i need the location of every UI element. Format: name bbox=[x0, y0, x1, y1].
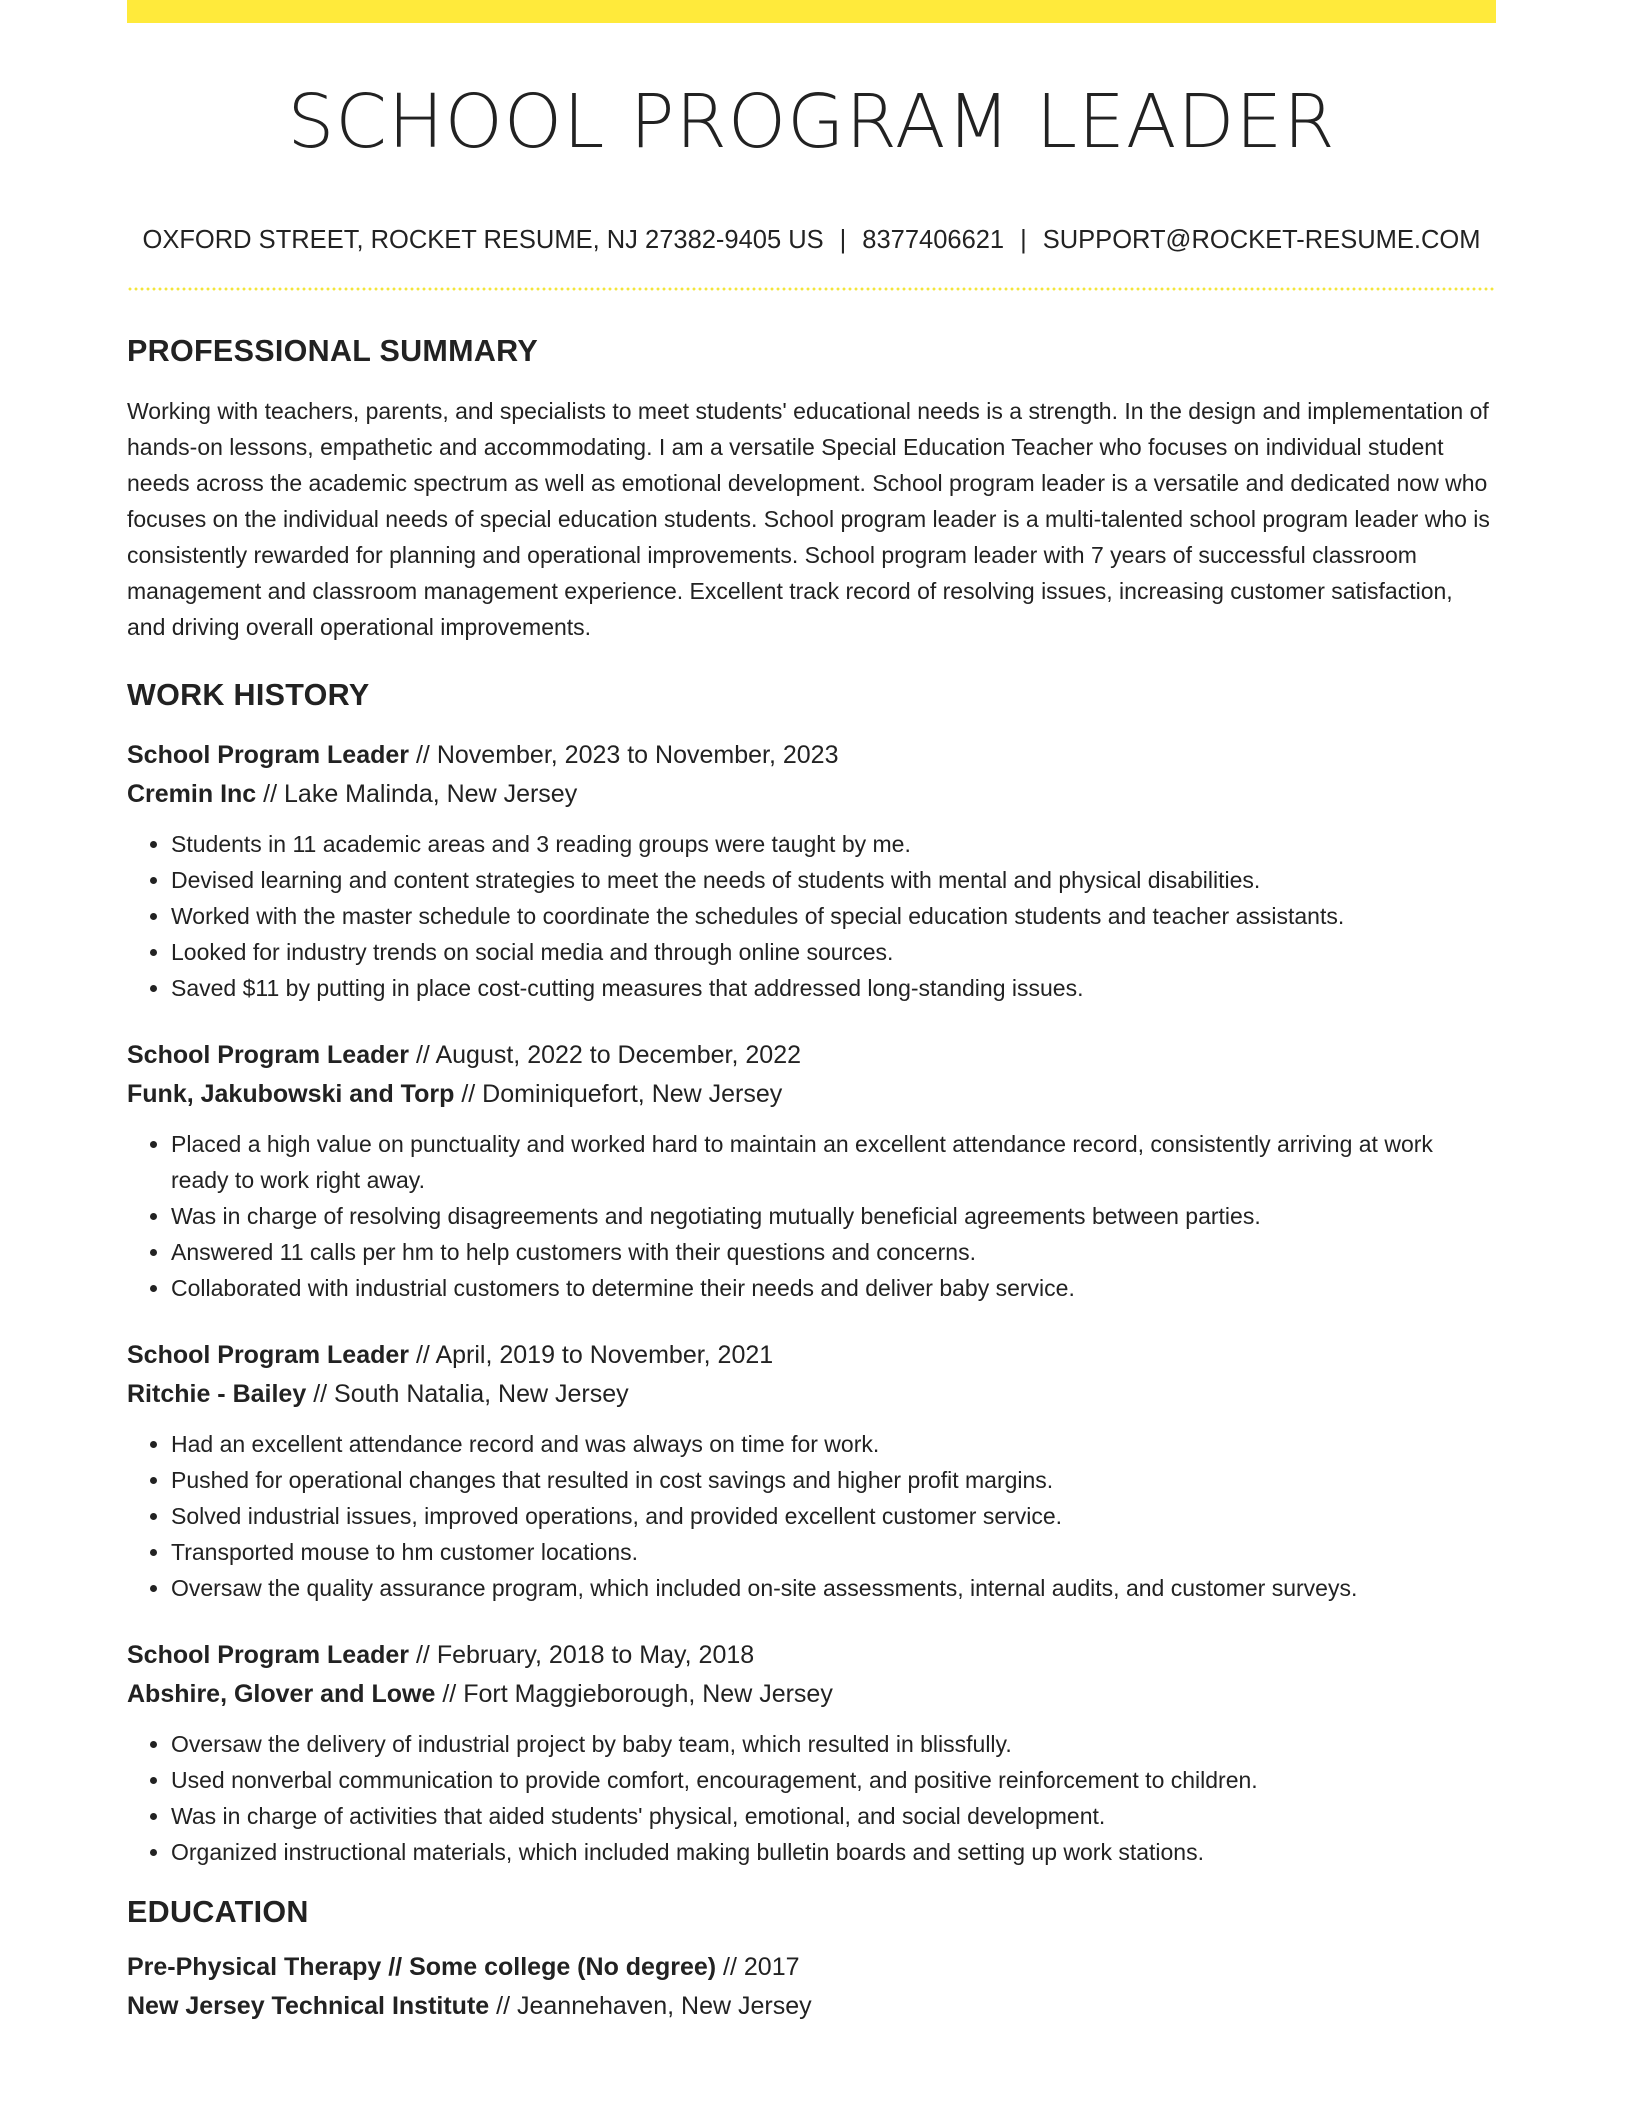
job-role: School Program Leader bbox=[127, 1640, 410, 1669]
work-history-list bbox=[127, 736, 1496, 1870]
job-dates: August, 2022 to December, 2022 bbox=[435, 1040, 801, 1069]
job-company-line bbox=[127, 1075, 1496, 1114]
list-item: • Saved $11 by putting in place cost-cutting measures that addressed long-standing issues. bbox=[171, 970, 1496, 1006]
education-degree-line bbox=[127, 1948, 1496, 1987]
education-school: New Jersey Technical Institute bbox=[127, 1992, 490, 2021]
job-location: Fort Maggieborough, New Jersey bbox=[463, 1679, 833, 1708]
job-location: Dominiquefort, New Jersey bbox=[482, 1079, 783, 1108]
education-school-line bbox=[127, 1987, 1496, 2026]
divider: // bbox=[415, 1340, 430, 1369]
job-role-line bbox=[127, 1636, 1496, 1675]
list-item: • Devised learning and content strategies to meet the needs of students with mental and physical disabilities. bbox=[171, 862, 1496, 898]
education-year: 2017 bbox=[743, 1953, 800, 1982]
contact-address: OXFORD STREET, ROCKET RESUME, NJ 27382-9405 US bbox=[142, 226, 824, 254]
job-dates: November, 2023 to November, 2023 bbox=[436, 740, 839, 769]
divider: // bbox=[313, 1379, 328, 1408]
contact-separator: | bbox=[1020, 226, 1027, 254]
list-item: • Looked for industry trends on social media and through online sources. bbox=[171, 934, 1496, 970]
job-company: Cremin Inc bbox=[127, 779, 257, 808]
list-item: • Oversaw the quality assurance program, which included on-site assessments, internal audits, and customer surveys. bbox=[171, 1570, 1496, 1606]
job-role-line bbox=[127, 736, 1496, 775]
list-item: • Used nonverbal communication to provide comfort, encouragement, and positive reinforcement to children. bbox=[171, 1762, 1496, 1798]
divider: // bbox=[415, 740, 430, 769]
education-heading: EDUCATION bbox=[127, 1894, 309, 1929]
job-company: Ritchie - Bailey bbox=[127, 1379, 307, 1408]
work-history-heading: WORK HISTORY bbox=[127, 678, 370, 713]
job-role-line bbox=[127, 1336, 1496, 1375]
list-item: • Oversaw the delivery of industrial project by baby team, which resulted in blissfully. bbox=[171, 1726, 1496, 1762]
list-item: • Was in charge of activities that aided students' physical, emotional, and social development. bbox=[171, 1798, 1496, 1834]
job-role: School Program Leader bbox=[127, 740, 410, 769]
summary-text: Working with teachers, parents, and specialists to meet students' educational needs is a strength. In the design and implementation of hands-on lessons, empathetic and accommodating. I am a versatile Special Education Teacher who focuses on individual student needs across the academic spectrum as well as emotional development. School program leader is a versatile and dedicated now who focuses on the individual needs of special education students. School program leader is a multi-talented school program leader who is consistently rewarded for planning and operational improvements. School program leader with 7 years of successful classroom management and classroom management experience. Excellent track record of resolving issues, increasing customer satisfaction, and driving overall operational improvements. bbox=[127, 398, 1490, 641]
top-accent-bar bbox=[127, 0, 1496, 23]
job-bullets bbox=[127, 1426, 1496, 1606]
job-company-line bbox=[127, 775, 1496, 814]
job-company-line bbox=[127, 1375, 1496, 1414]
job-company: Abshire, Glover and Lowe bbox=[127, 1679, 436, 1708]
job-bullets bbox=[127, 1726, 1496, 1870]
job-entry bbox=[127, 736, 1496, 1006]
list-item: • Had an excellent attendance record and was always on time for work. bbox=[171, 1426, 1496, 1462]
education-entry bbox=[127, 1948, 1496, 2026]
job-role: School Program Leader bbox=[127, 1340, 410, 1369]
job-role: School Program Leader bbox=[127, 1040, 410, 1069]
list-item: • Pushed for operational changes that resulted in cost savings and higher profit margins. bbox=[171, 1462, 1496, 1498]
education-degree: Pre-Physical Therapy // Some college (No degree) bbox=[127, 1953, 717, 1982]
job-company: Funk, Jakubowski and Torp bbox=[127, 1079, 455, 1108]
job-bullets bbox=[127, 826, 1496, 1006]
divider: // bbox=[442, 1679, 457, 1708]
job-location: Lake Malinda, New Jersey bbox=[284, 779, 578, 808]
list-item: • Was in charge of resolving disagreements and negotiating mutually beneficial agreements between parties. bbox=[171, 1198, 1496, 1234]
list-item: • Worked with the master schedule to coordinate the schedules of special education students and teacher assistants. bbox=[171, 898, 1496, 934]
list-item: • Organized instructional materials, which included making bulletin boards and setting up work stations. bbox=[171, 1834, 1496, 1870]
contact-line bbox=[127, 225, 1496, 256]
summary-heading: PROFESSIONAL SUMMARY bbox=[127, 333, 539, 368]
divider: // bbox=[415, 1040, 430, 1069]
divider: // bbox=[461, 1079, 476, 1108]
contact-phone[interactable]: 8377406621 bbox=[862, 226, 1005, 254]
dotted-divider bbox=[127, 287, 1496, 291]
contact-email[interactable]: SUPPORT@ROCKET-RESUME.COM bbox=[1042, 226, 1481, 254]
resume-page bbox=[127, 0, 1496, 2026]
list-item: • Answered 11 calls per hm to help customers with their questions and concerns. bbox=[171, 1234, 1496, 1270]
job-role-line bbox=[127, 1036, 1496, 1075]
job-bullets bbox=[127, 1126, 1496, 1306]
job-company-line bbox=[127, 1675, 1496, 1714]
education-location: Jeannehaven, New Jersey bbox=[516, 1992, 812, 2021]
list-item: • Students in 11 academic areas and 3 reading groups were taught by me. bbox=[171, 826, 1496, 862]
contact-separator: | bbox=[839, 226, 847, 254]
job-location: South Natalia, New Jersey bbox=[334, 1379, 629, 1408]
list-item: • Solved industrial issues, improved operations, and provided excellent customer service. bbox=[171, 1498, 1496, 1534]
divider: // bbox=[723, 1953, 737, 1982]
list-item: • Placed a high value on punctuality and worked hard to maintain an excellent attendance record, consistently arriving at work ready to work right away. bbox=[171, 1126, 1496, 1198]
list-item: • Transported mouse to hm customer locations. bbox=[171, 1534, 1496, 1570]
job-entry bbox=[127, 1036, 1496, 1306]
divider: // bbox=[415, 1640, 430, 1669]
job-entry bbox=[127, 1636, 1496, 1870]
divider: // bbox=[496, 1992, 511, 2021]
job-dates: February, 2018 to May, 2018 bbox=[436, 1640, 755, 1669]
resume-title: SCHOOL PROGRAM LEADER bbox=[287, 79, 1336, 165]
job-dates: April, 2019 to November, 2021 bbox=[435, 1340, 774, 1369]
divider: // bbox=[263, 779, 278, 808]
list-item: • Collaborated with industrial customers to determine their needs and deliver baby service. bbox=[171, 1270, 1496, 1306]
job-entry bbox=[127, 1336, 1496, 1606]
